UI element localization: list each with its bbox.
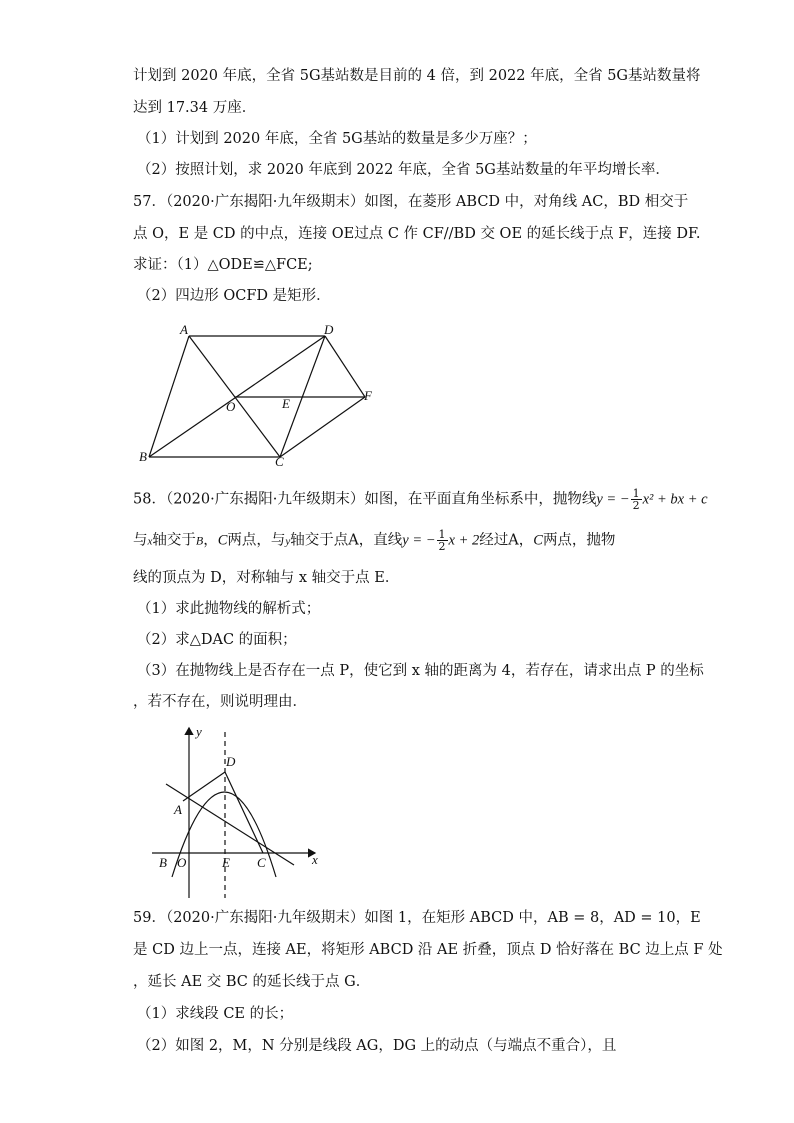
p57-line3: 求证：（1）△ODE≌△FCE; <box>133 257 313 273</box>
label-a: A <box>180 322 188 337</box>
p59-line2: 是 CD 边上一点，连接 AE，将矩形 ABCD 沿 AE 折叠，顶点 D 恰好落在 BC 边上点 F 处 <box>133 942 723 958</box>
label-e: E <box>222 855 230 870</box>
p58-question1: （1）求此抛物线的解析式； <box>137 601 321 617</box>
p58-line2-y: y <box>285 535 291 548</box>
p57-line4: （2）四边形 OCFD 是矩形． <box>137 288 331 304</box>
p58-line2-f: 经过A， <box>479 532 534 549</box>
p59-question1: （1）求线段 CE 的长； <box>137 1006 294 1022</box>
label-c: C <box>275 454 284 469</box>
label-c: C <box>257 855 266 870</box>
segment-df <box>325 336 365 397</box>
p59-line1: 59．（2020·广东揭阳·九年级期末）如图 1，在矩形 ABCD 中，AB = 8，AD = 10，E <box>133 910 701 926</box>
formula1-rest: x² + bx + c <box>642 491 708 508</box>
p58-line3: 线的顶点为 D，对称轴与 x 轴交于点 E． <box>133 570 400 586</box>
p58-line2-B: B <box>195 533 204 548</box>
formula1-denominator: 2 <box>632 499 640 512</box>
label-a: A <box>174 802 182 817</box>
p58-line2-a: 与 <box>133 532 148 549</box>
p57-line1: 57．（2020·广东揭阳·九年级期末）如图，在菱形 ABCD 中，对角线 AC，BD 相交于 <box>133 194 689 210</box>
p58-line1-text: 58．（2020·广东揭阳·九年级期末）如图，在平面直角坐标系中，抛物线 <box>133 491 597 508</box>
p58-question3-line2: ，若不存在，则说明理由． <box>133 694 307 710</box>
p58-line2-C: C <box>217 532 228 549</box>
label-d: D <box>324 322 334 337</box>
segment-cf <box>280 397 365 457</box>
label-b: B <box>139 449 147 464</box>
p57-line2: 点 O，E 是 CD 的中点，连接 OE过点 C 作 CF//BD 交 OE 的延长线于点 F，连接 DF. <box>133 226 701 242</box>
p59-question2: （2）如图 2，M，N 分别是线段 AG，DG 上的动点（与端点不重合），且 <box>137 1038 617 1054</box>
formula1-numerator: 1 <box>632 487 640 500</box>
label-o: O <box>177 855 187 870</box>
p56-line2: 达到 17.34 万座． <box>133 100 257 116</box>
p58-line2-C2: C <box>533 532 543 549</box>
label-e: E <box>282 396 290 411</box>
label-b: B <box>159 855 167 870</box>
formula2-y: y = − <box>402 532 436 549</box>
p58-line2-g: 两点，抛物 <box>542 532 616 549</box>
formula1-y: y = − <box>596 491 630 508</box>
p56-question2: （2）按照计划，求 2020 年底到 2022 年底，全省 5G基站数量的年平均增长率． <box>137 162 670 178</box>
formula2-denominator: 2 <box>438 540 446 553</box>
p58-question3-line1: （3）在抛物线上是否存在一点 P，使它到 x 轴的距离为 4，若存在，请求出点 P 的坐标 <box>137 663 704 679</box>
label-o: O <box>226 399 236 414</box>
p58-line2-c: ， <box>203 532 218 549</box>
p56-line1: 计划到 2020 年底，全省 5G基站数是目前的 4 倍，到 2022 年底，全省 5G基站数量将 <box>133 68 701 84</box>
label-d: D <box>226 754 236 769</box>
p58-line1 <box>133 488 708 511</box>
p59-line3: ，延长 AE 交 BC 的延长线于点 G． <box>133 974 371 990</box>
formula2-fraction <box>437 529 448 552</box>
formula1-fraction <box>631 488 642 511</box>
label-y: y <box>196 724 202 739</box>
formula2-rest: x + 2 <box>448 532 480 549</box>
p58-line2-b: 轴交于 <box>152 532 196 549</box>
label-f: F <box>364 388 372 403</box>
p58-line2 <box>133 529 615 552</box>
segment-dc <box>225 772 263 853</box>
formula2-numerator: 1 <box>438 528 446 541</box>
label-x: x <box>312 852 318 867</box>
p56-question1: （1）计划到 2020 年底，全省 5G基站的数量是多少万座？； <box>137 131 537 147</box>
p58-question2: （2）求△DAC 的面积； <box>137 632 297 648</box>
p58-line2-d: 两点，与 <box>227 532 286 549</box>
p58-line2-e: 轴交于点A，直线 <box>290 532 403 549</box>
rhombus-figure <box>130 320 390 470</box>
p58-line2-x: x <box>147 535 153 548</box>
segment-ab <box>149 336 189 457</box>
parabola-figure <box>150 722 335 900</box>
